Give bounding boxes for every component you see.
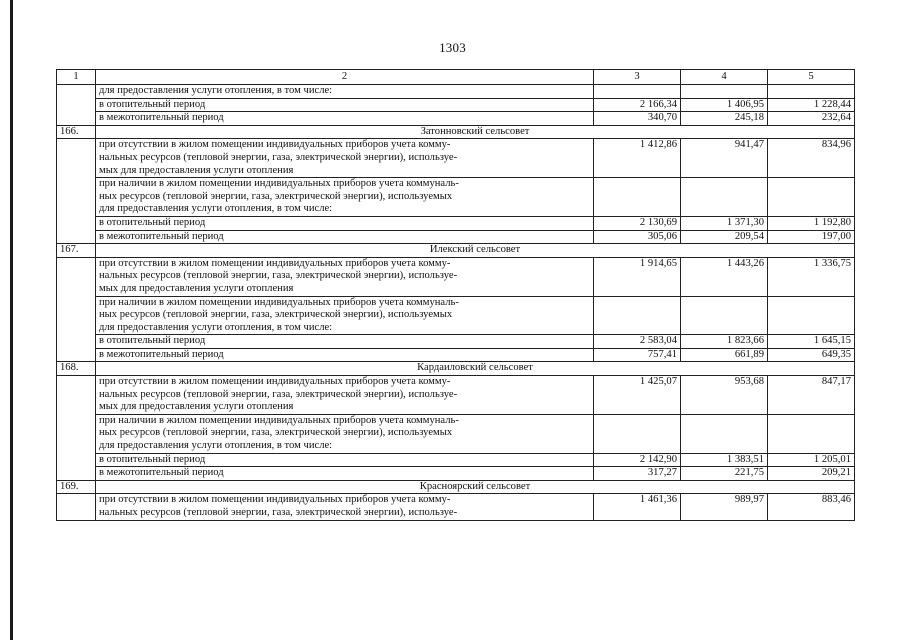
- row-label: в межотопительный период: [96, 348, 594, 362]
- section-header-row: [57, 244, 855, 258]
- row-label-line: при отсутствии в жилом помещении индивидуальных приборов учета комму-: [99, 376, 451, 388]
- row-label-line: мых для предоставления услуги отопления: [99, 401, 294, 413]
- tariff-table: [56, 69, 855, 521]
- section-title: Кардаиловский сельсовет: [96, 362, 855, 376]
- table-row: [57, 85, 855, 99]
- value-cell: 941,47: [681, 139, 768, 178]
- value-cell: 209,21: [768, 467, 855, 481]
- row-label-line: мых для предоставления услуги отопления: [99, 164, 294, 176]
- row-label-multiline: [96, 296, 594, 335]
- page-number: 1303: [439, 40, 466, 55]
- row-label-multiline: [96, 376, 594, 415]
- value-cell: 221,75: [681, 467, 768, 481]
- value-cell: 1 406,95: [681, 98, 768, 112]
- value-cell: [594, 414, 681, 453]
- section-index: 169.: [57, 480, 96, 494]
- row-label-line: нальных ресурсов (тепловой энергии, газа, электрической энергии), используе-: [99, 507, 458, 518]
- table-row: [57, 453, 855, 467]
- table-row: [57, 414, 855, 453]
- row-label: в отопительный период: [96, 98, 594, 112]
- table-row: [57, 494, 855, 520]
- value-cell: 1 914,65: [594, 257, 681, 296]
- value-cell: 757,41: [594, 348, 681, 362]
- value-cell: 340,70: [594, 112, 681, 126]
- value-cell: [768, 414, 855, 453]
- table-row: [57, 467, 855, 481]
- row-label-line: нальных ресурсов (тепловой энергии, газа, электрической энергии), используе-: [99, 151, 458, 163]
- value-cell: [681, 296, 768, 335]
- value-cell: 209,54: [681, 230, 768, 244]
- value-cell: 883,46: [768, 494, 855, 520]
- column-header-1: 1: [57, 70, 96, 85]
- row-label: для предоставления услуги отопления, в том числе:: [96, 85, 594, 99]
- value-cell: [681, 178, 768, 217]
- row-label-line: при отсутствии в жилом помещении индивидуальных приборов учета комму-: [99, 139, 451, 151]
- table-row: [57, 112, 855, 126]
- table-row: [57, 98, 855, 112]
- value-cell: 1 336,75: [768, 257, 855, 296]
- value-cell: 245,18: [681, 112, 768, 126]
- value-cell: 1 412,86: [594, 139, 681, 178]
- row-label-line: мых для предоставления услуги отопления: [99, 282, 294, 294]
- table-row: [57, 230, 855, 244]
- value-cell: [768, 178, 855, 217]
- table-row: [57, 376, 855, 415]
- index-cell: [57, 85, 96, 126]
- row-label-multiline: [96, 257, 594, 296]
- value-cell: 317,27: [594, 467, 681, 481]
- row-label-line: при наличии в жилом помещении индивидуальных приборов учета коммуналь-: [99, 296, 459, 308]
- value-cell: 847,17: [768, 376, 855, 415]
- value-cell: [768, 296, 855, 335]
- row-label-line: для предоставления услуги отопления, в том числе:: [99, 321, 333, 333]
- table-row: [57, 178, 855, 217]
- value-cell: 953,68: [681, 376, 768, 415]
- value-cell: [681, 414, 768, 453]
- section-header-row: [57, 362, 855, 376]
- value-cell: 834,96: [768, 139, 855, 178]
- table-row: [57, 348, 855, 362]
- section-title: Красноярский сельсовет: [96, 480, 855, 494]
- row-label-line: ных ресурсов (тепловой энергии, газа, электрической энергии), используемых: [99, 427, 453, 439]
- value-cell: [594, 296, 681, 335]
- index-cell: [57, 376, 96, 481]
- row-label: в межотопительный период: [96, 230, 594, 244]
- value-cell: 1 645,15: [768, 335, 855, 349]
- table-row: [57, 139, 855, 178]
- value-cell: 1 383,51: [681, 453, 768, 467]
- value-cell: [768, 85, 855, 99]
- value-cell: 1 443,26: [681, 257, 768, 296]
- row-label-multiline: [96, 178, 594, 217]
- row-label-line: для предоставления услуги отопления, в том числе:: [99, 440, 333, 452]
- column-header-4: 4: [681, 70, 768, 85]
- table-row: [57, 257, 855, 296]
- value-cell: 989,97: [681, 494, 768, 520]
- row-label-line: при отсутствии в жилом помещении индивидуальных приборов учета комму-: [99, 257, 451, 269]
- binding-edge-rule: [10, 0, 13, 640]
- row-label-line: при наличии в жилом помещении индивидуальных приборов учета коммуналь-: [99, 178, 459, 190]
- value-cell: 2 583,04: [594, 335, 681, 349]
- row-label: в отопительный период: [96, 216, 594, 230]
- table-row: [57, 216, 855, 230]
- value-cell: 1 371,30: [681, 216, 768, 230]
- row-label: в межотопительный период: [96, 112, 594, 126]
- value-cell: [594, 178, 681, 217]
- section-index: 166.: [57, 125, 96, 139]
- row-label-line: при отсутствии в жилом помещении индивидуальных приборов учета комму-: [99, 494, 451, 506]
- row-label-multiline: [96, 139, 594, 178]
- row-label-line: нальных ресурсов (тепловой энергии, газа, электрической энергии), используе-: [99, 270, 458, 282]
- index-cell: [57, 494, 96, 520]
- value-cell: 232,64: [768, 112, 855, 126]
- section-index: 167.: [57, 244, 96, 258]
- row-label-multiline: [96, 414, 594, 453]
- value-cell: [681, 85, 768, 99]
- index-cell: [57, 257, 96, 362]
- row-label-line: нальных ресурсов (тепловой энергии, газа, электрической энергии), используе-: [99, 388, 458, 400]
- index-cell: [57, 139, 96, 244]
- value-cell: 649,35: [768, 348, 855, 362]
- table-row: [57, 296, 855, 335]
- value-cell: 1 192,80: [768, 216, 855, 230]
- value-cell: 661,89: [681, 348, 768, 362]
- row-label-line: при наличии в жилом помещении индивидуальных приборов учета коммуналь-: [99, 414, 459, 426]
- section-title: Илекский сельсовет: [96, 244, 855, 258]
- section-title: Затонновский сельсовет: [96, 125, 855, 139]
- value-cell: 1 205,01: [768, 453, 855, 467]
- row-label-line: для предоставления услуги отопления, в том числе:: [99, 203, 333, 215]
- column-header-3: 3: [594, 70, 681, 85]
- row-label: в отопительный период: [96, 335, 594, 349]
- table-row: [57, 335, 855, 349]
- value-cell: 2 142,90: [594, 453, 681, 467]
- value-cell: 2 166,34: [594, 98, 681, 112]
- row-label: в отопительный период: [96, 453, 594, 467]
- column-header-5: 5: [768, 70, 855, 85]
- row-label-line: ных ресурсов (тепловой энергии, газа, электрической энергии), используемых: [99, 309, 453, 321]
- row-label-multiline: [96, 494, 594, 520]
- column-header-row: [57, 70, 855, 85]
- row-label-line: ных ресурсов (тепловой энергии, газа, электрической энергии), используемых: [99, 190, 453, 202]
- value-cell: 1 461,36: [594, 494, 681, 520]
- value-cell: 305,06: [594, 230, 681, 244]
- value-cell: [594, 85, 681, 99]
- row-label: в межотопительный период: [96, 467, 594, 481]
- section-index: 168.: [57, 362, 96, 376]
- value-cell: 2 130,69: [594, 216, 681, 230]
- section-header-row: [57, 125, 855, 139]
- value-cell: 1 823,66: [681, 335, 768, 349]
- value-cell: 1 425,07: [594, 376, 681, 415]
- column-header-2: 2: [96, 70, 594, 85]
- section-header-row: [57, 480, 855, 494]
- value-cell: 1 228,44: [768, 98, 855, 112]
- value-cell: 197,00: [768, 230, 855, 244]
